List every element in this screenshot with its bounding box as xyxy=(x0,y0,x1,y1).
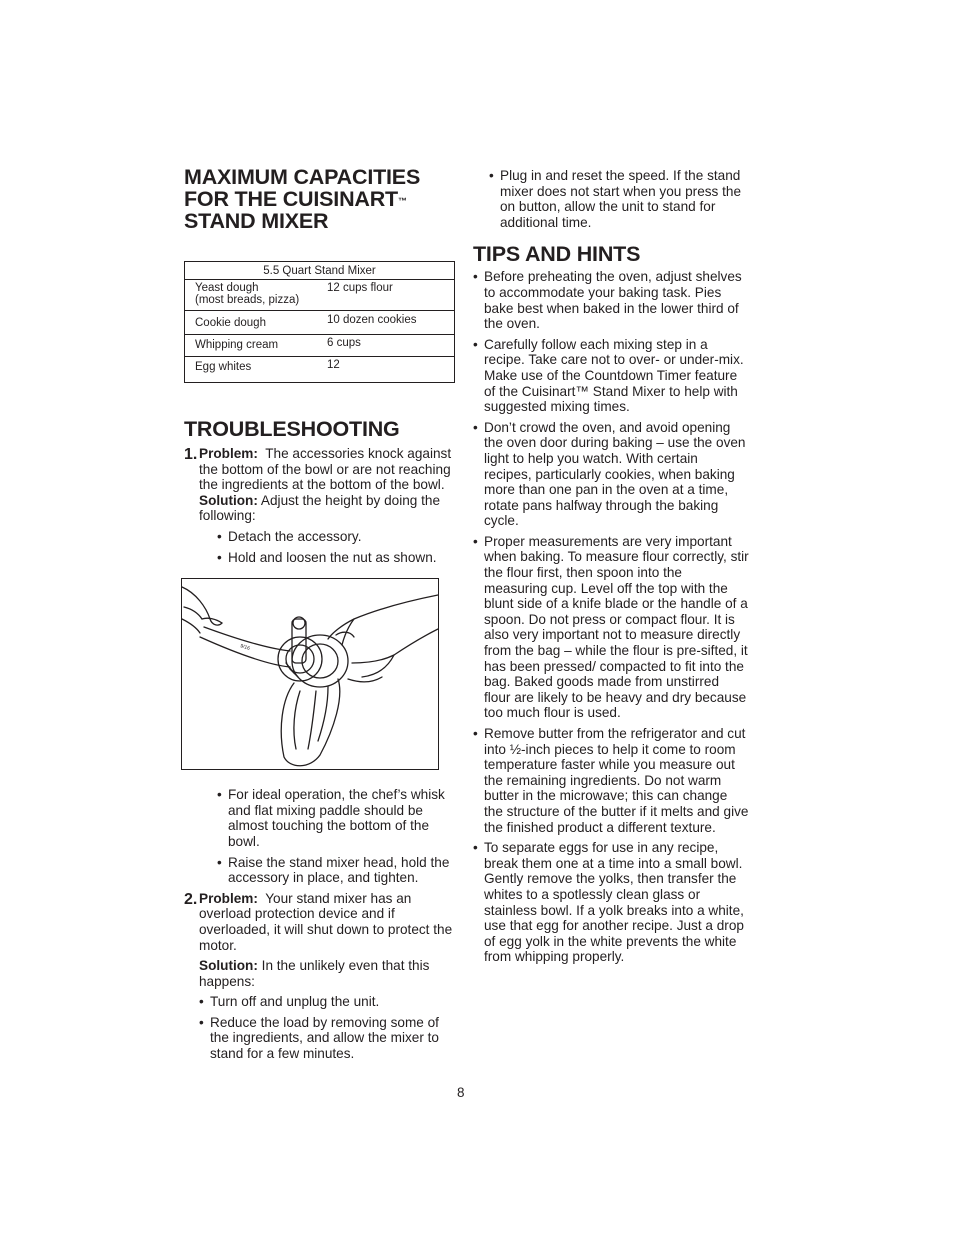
table-row: Yeast dough (most breads, pizza) 12 cups flour xyxy=(185,280,455,311)
list-item: • Hold and loosen the nut as shown. xyxy=(217,550,456,566)
list-item: • Plug in and reset the speed. If the stand mixer does not start when you press the on button, allow the unit to stand for additional time. xyxy=(489,168,749,230)
list-item: • Raise the stand mixer head, hold the accessory in place, and tighten. xyxy=(217,855,456,886)
problem-1: 1. Problem: The accessories knock against the bottom of the bowl or are not reaching the ingredients at the bottom of the bowl. Solution: Adjust the height by doing the following: • Detach the accessory. • Hold and loosen the nut as shown. xyxy=(184,446,456,565)
list-item: • Don’t crowd the oven, and avoid opening the oven door during baking – use the oven light to help you watch. With certain recipes, particularly cookies, when baking more than one pan in the oven at a time, rotate pans halfway through the baking cycle. xyxy=(473,420,749,529)
list-item: • Remove butter from the refrigerator and cut into ½-inch pieces to help it come to room temperature faster while you measure out the remaining ingredients. Do not warm butter in the microwave; this can change the structure of the butter if it melts and give the finished product a different texture. xyxy=(473,726,749,835)
page-number: 8 xyxy=(457,1085,465,1100)
wrench-size-label: 9/16 xyxy=(239,643,251,653)
problem-2: 2. Problem: Your stand mixer has an overload protection device and if overloaded, it will shut down to protect the motor. Solution: In the unlikely even that this happens: • Turn off and unplug the unit. • Reduce the load by removing some of the ingredients, and allow the mixer to stand for a few minutes. xyxy=(184,891,456,1062)
list-item: • Turn off and unplug the unit. xyxy=(199,994,456,1010)
list-item: • Detach the accessory. xyxy=(217,529,456,545)
right-column xyxy=(473,168,749,965)
list-item: • To separate eggs for use in any recipe, break them one at a time into a small bowl. Gently remove the yolks, then transfer the whites to a spotlessly clean glass or stainless bowl. If a yolk breaks into a white, use that egg for another recipe. Just a drop of egg yolk in the white prevents the white from whipping properly. xyxy=(473,840,749,965)
list-item: • Proper measurements are very important when baking. To measure flour correctly, stir the flour first, then spoon into the measuring cup. Level off the top with the blunt side of a knife blade or the handle of a spoon. Do not press or compact flour. It is also very important not to measure directly from the bag – while the flour is pre-sifted, it has been pressed/ compacted to fit into the bag. Baked goods made from unstirred flour are likely to be heavy and dry because too much flour is used. xyxy=(473,534,749,721)
capacities-table xyxy=(184,261,455,383)
hand-wrench-icon xyxy=(182,579,438,769)
tips-title: TIPS AND HINTS xyxy=(473,242,641,267)
list-item: • Carefully follow each mixing step in a recipe. Take care not to over- or under-mix. Make use of the Countdown Timer feature of the Cuisinart™ Stand Mixer to help with suggested mixing times. xyxy=(473,337,749,415)
tips-list xyxy=(473,269,749,965)
list-item: • Reduce the load by removing some of the ingredients, and allow the mixer to stand for a few minutes. xyxy=(199,1015,456,1062)
troubleshooting-title: TROUBLESHOOTING xyxy=(184,417,400,441)
table-header: 5.5 Quart Stand Mixer xyxy=(263,265,376,277)
wrench-illustration xyxy=(181,578,439,770)
table-row: Egg whites 12 xyxy=(185,357,455,383)
list-item: • Before preheating the oven, adjust shelves to accommodate your baking task. Pies bake best when baked in the lower third of the oven. xyxy=(473,269,749,331)
table-row: Whipping cream 6 cups xyxy=(185,335,455,357)
capacities-title: MAXIMUM CAPACITIES FOR THE CUISINART™ STAND MIXER xyxy=(184,165,421,233)
table-row: Cookie dough 10 dozen cookies xyxy=(185,311,455,335)
list-item: • For ideal operation, the chef’s whisk and flat mixing paddle should be almost touching the bottom of the bowl. xyxy=(217,787,456,849)
left-column xyxy=(184,166,456,1062)
